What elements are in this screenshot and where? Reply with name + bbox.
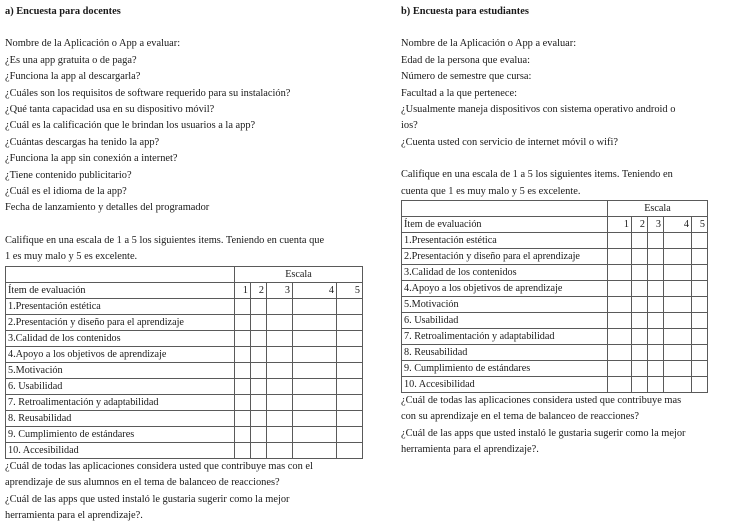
rating-cell[interactable]: [692, 249, 708, 265]
rating-cell[interactable]: [632, 313, 648, 329]
rating-cell[interactable]: [235, 298, 251, 314]
item-label: 2.Presentación y diseño para el aprendizaje: [402, 249, 608, 265]
rating-cell[interactable]: [632, 377, 648, 393]
text-line: Edad de la persona que evalua:: [401, 54, 530, 66]
rating-cell[interactable]: [337, 298, 363, 314]
estudiantes-heading: b) Encuesta para estudiantes: [401, 6, 529, 17]
rating-cell[interactable]: [235, 378, 251, 394]
rating-cell[interactable]: [251, 426, 267, 442]
rating-cell[interactable]: [692, 313, 708, 329]
docentes-rating-table: [5, 266, 363, 459]
item-label: 4.Apoyo a los objetivos de aprendizaje: [402, 281, 608, 297]
table-row: [6, 394, 363, 410]
scale-header: Escala: [235, 266, 363, 282]
table-row: [6, 346, 363, 362]
rating-cell[interactable]: [648, 361, 664, 377]
text-line: Número de semestre que cursa:: [401, 71, 532, 83]
rating-cell[interactable]: [692, 377, 708, 393]
text-line: ios?: [401, 120, 418, 132]
rating-cell[interactable]: [664, 345, 692, 361]
rating-cell[interactable]: [267, 426, 293, 442]
rating-cell[interactable]: [648, 233, 664, 249]
rating-cell[interactable]: [293, 346, 337, 362]
table-row: [6, 378, 363, 394]
table-row: [402, 329, 708, 345]
rating-cell[interactable]: [293, 314, 337, 330]
rating-cell[interactable]: [293, 394, 337, 410]
rating-cell[interactable]: [293, 426, 337, 442]
rating-cell[interactable]: [251, 442, 267, 458]
table-row: [402, 361, 708, 377]
item-header: Ítem de evaluación: [6, 282, 235, 298]
item-label: 5.Motivación: [6, 362, 235, 378]
table-row: [402, 297, 708, 313]
text-line: ¿Cuál es la calificación que le brindan los usuarios a la app?: [5, 120, 256, 132]
text-line: Fecha de lanzamiento y detalles del programador: [5, 202, 210, 214]
item-label: 8. Reusabilidad: [6, 410, 235, 426]
table-row: [402, 313, 708, 329]
rating-cell[interactable]: [608, 377, 632, 393]
rating-cell[interactable]: [235, 426, 251, 442]
rating-cell[interactable]: [337, 314, 363, 330]
rating-cell[interactable]: [267, 330, 293, 346]
rating-cell[interactable]: [337, 330, 363, 346]
rating-cell[interactable]: [293, 330, 337, 346]
text-line: ¿Tiene contenido publicitario?: [5, 169, 132, 181]
text-line: ¿Funciona la app al descargarla?: [5, 71, 141, 83]
rating-cell[interactable]: [692, 233, 708, 249]
rating-cell[interactable]: [664, 233, 692, 249]
rating-cell[interactable]: [692, 265, 708, 281]
text-line: herramienta para el aprendizaje?.: [5, 509, 143, 521]
table-row: [6, 298, 363, 314]
rating-cell[interactable]: [648, 377, 664, 393]
text-line: ¿Qué tanta capacidad usa en su dispositivo móvil?: [5, 104, 215, 116]
rating-cell[interactable]: [267, 346, 293, 362]
text-line: herramienta para el aprendizaje?.: [401, 444, 539, 456]
rating-cell[interactable]: [632, 265, 648, 281]
rating-cell[interactable]: [235, 410, 251, 426]
rating-cell[interactable]: [337, 362, 363, 378]
rating-cell[interactable]: [251, 330, 267, 346]
scale-value: 3: [267, 282, 293, 298]
rating-cell[interactable]: [251, 362, 267, 378]
item-label: 4.Apoyo a los objetivos de aprendizaje: [6, 346, 235, 362]
scale-header: Escala: [608, 201, 708, 217]
rating-cell[interactable]: [267, 410, 293, 426]
rating-cell[interactable]: [648, 249, 664, 265]
scale-value: 3: [648, 217, 664, 233]
table-row: [402, 233, 708, 249]
rating-cell[interactable]: [664, 329, 692, 345]
scale-value: 5: [692, 217, 708, 233]
item-label: 10. Accesibilidad: [6, 442, 235, 458]
rating-cell[interactable]: [664, 265, 692, 281]
estudiantes-survey: [401, 4, 731, 459]
scale-value: 4: [293, 282, 337, 298]
rating-cell[interactable]: [692, 329, 708, 345]
table-row: [6, 314, 363, 330]
rating-cell[interactable]: [337, 394, 363, 410]
item-label: 6. Usabilidad: [6, 378, 235, 394]
item-label: 1.Presentación estética: [6, 298, 235, 314]
rating-cell[interactable]: [648, 345, 664, 361]
item-label: 6. Usabilidad: [402, 313, 608, 329]
rating-cell[interactable]: [608, 281, 632, 297]
item-label: 10. Accesibilidad: [402, 377, 608, 393]
text-line: Facultad a la que pertenece:: [401, 87, 517, 99]
rating-cell[interactable]: [235, 362, 251, 378]
rating-cell[interactable]: [608, 233, 632, 249]
table-header-blank: [402, 201, 608, 217]
scale-value: 2: [632, 217, 648, 233]
rating-cell[interactable]: [648, 297, 664, 313]
rating-cell[interactable]: [267, 362, 293, 378]
rating-cell[interactable]: [251, 394, 267, 410]
rating-cell[interactable]: [692, 281, 708, 297]
rating-cell[interactable]: [692, 297, 708, 313]
rating-cell[interactable]: [632, 345, 648, 361]
item-label: 1.Presentación estética: [402, 233, 608, 249]
rating-cell[interactable]: [664, 361, 692, 377]
item-label: 7. Retroalimentación y adaptabilidad: [6, 394, 235, 410]
item-label: 3.Calidad de los contenidos: [402, 265, 608, 281]
table-row: [6, 442, 363, 458]
rating-cell[interactable]: [608, 265, 632, 281]
table-row: [402, 345, 708, 361]
rating-cell[interactable]: [608, 361, 632, 377]
table-row: [402, 281, 708, 297]
rating-cell[interactable]: [632, 329, 648, 345]
rating-cell[interactable]: [235, 346, 251, 362]
text-line: Califique en una escala de 1 a 5 los siguientes items. Teniendo en: [401, 169, 673, 181]
scale-value: 2: [251, 282, 267, 298]
rating-cell[interactable]: [337, 410, 363, 426]
estudiantes-instruction: [401, 167, 731, 200]
rating-cell[interactable]: [251, 298, 267, 314]
rating-cell[interactable]: [648, 313, 664, 329]
rating-cell[interactable]: [664, 313, 692, 329]
table-row: [402, 265, 708, 281]
scale-value: 1: [608, 217, 632, 233]
rating-cell[interactable]: [293, 362, 337, 378]
rating-cell[interactable]: [251, 378, 267, 394]
table-header-blank: [6, 266, 235, 282]
text-line: Califique en una escala de 1 a 5 los siguientes items. Teniendo en cuenta que: [5, 234, 325, 246]
rating-cell[interactable]: [267, 378, 293, 394]
rating-cell[interactable]: [293, 442, 337, 458]
rating-cell[interactable]: [251, 346, 267, 362]
text-line: ¿Cuál es el idioma de la app?: [5, 186, 127, 198]
rating-cell[interactable]: [293, 410, 337, 426]
text-line: 1 es muy malo y 5 es excelente.: [5, 251, 138, 263]
rating-cell[interactable]: [648, 281, 664, 297]
item-label: 8. Reusabilidad: [402, 345, 608, 361]
rating-cell[interactable]: [293, 298, 337, 314]
rating-cell[interactable]: [337, 346, 363, 362]
scale-value: 1: [235, 282, 251, 298]
text-line: ¿Usualmente maneja dispositivos con sistema operativo android o: [401, 104, 676, 116]
rating-cell[interactable]: [337, 442, 363, 458]
text-line: aprendizaje de sus alumnos en el tema de balanceo de reacciones?: [5, 477, 280, 489]
table-row: [6, 362, 363, 378]
rating-cell[interactable]: [632, 361, 648, 377]
text-line: Nombre de la Aplicación o App a evaluar:: [5, 38, 181, 50]
table-row: [6, 410, 363, 426]
item-label: 2.Presentación y diseño para el aprendizaje: [6, 314, 235, 330]
rating-cell[interactable]: [664, 249, 692, 265]
rating-cell[interactable]: [608, 313, 632, 329]
rating-cell[interactable]: [251, 314, 267, 330]
rating-cell[interactable]: [267, 314, 293, 330]
rating-cell[interactable]: [608, 329, 632, 345]
text-line: ¿Es una app gratuita o de paga?: [5, 54, 137, 66]
rating-cell[interactable]: [632, 281, 648, 297]
estudiantes-rating-table: [401, 200, 708, 393]
table-row: [402, 249, 708, 265]
text-line: ¿Cuál de las apps que usted instaló le gustaria sugerir como la mejor: [401, 427, 686, 439]
rating-cell[interactable]: [267, 442, 293, 458]
docentes-heading: a) Encuesta para docentes: [5, 6, 121, 17]
text-line: cuenta que 1 es muy malo y 5 es excelente.: [401, 185, 581, 197]
item-label: 5.Motivación: [402, 297, 608, 313]
docentes-instruction: [5, 233, 367, 266]
rating-cell[interactable]: [267, 394, 293, 410]
rating-cell[interactable]: [648, 329, 664, 345]
table-row: [6, 426, 363, 442]
rating-cell[interactable]: [608, 297, 632, 313]
text-line: ¿Cuántas descargas ha tenido la app?: [5, 136, 160, 148]
docentes-survey: [5, 4, 367, 524]
rating-cell[interactable]: [664, 297, 692, 313]
text-line: con su aprendizaje en el tema de balanceo de reacciones?: [401, 411, 639, 423]
item-label: 3.Calidad de los contenidos: [6, 330, 235, 346]
table-row: [402, 377, 708, 393]
docentes-questions: [5, 36, 367, 216]
rating-cell[interactable]: [235, 330, 251, 346]
rating-cell[interactable]: [692, 361, 708, 377]
rating-cell[interactable]: [251, 410, 267, 426]
scale-value: 4: [664, 217, 692, 233]
rating-cell[interactable]: [337, 378, 363, 394]
rating-cell[interactable]: [692, 345, 708, 361]
item-label: 7. Retroalimentación y adaptabilidad: [402, 329, 608, 345]
rating-cell[interactable]: [337, 426, 363, 442]
item-header: Ítem de evaluación: [402, 217, 608, 233]
text-line: ¿Cuál de todas las aplicaciones considera usted que contribuye mas con el: [5, 460, 313, 472]
rating-cell[interactable]: [664, 377, 692, 393]
rating-cell[interactable]: [235, 442, 251, 458]
scale-value: 5: [337, 282, 363, 298]
text-line: ¿Cuál de las apps que usted instaló le gustaria sugerir como la mejor: [5, 493, 290, 505]
rating-cell[interactable]: [648, 265, 664, 281]
rating-cell[interactable]: [235, 314, 251, 330]
rating-cell[interactable]: [608, 345, 632, 361]
rating-cell[interactable]: [632, 297, 648, 313]
text-line: ¿Cuál de todas las aplicaciones considera usted que contribuye mas: [401, 395, 682, 407]
docentes-closing-questions: [5, 459, 367, 525]
rating-cell[interactable]: [267, 298, 293, 314]
table-row: [6, 330, 363, 346]
rating-cell[interactable]: [664, 281, 692, 297]
estudiantes-questions: [401, 36, 731, 151]
rating-cell[interactable]: [235, 394, 251, 410]
text-line: ¿Cuenta usted con servicio de internet móvil o wifi?: [401, 136, 618, 148]
rating-cell[interactable]: [608, 249, 632, 265]
rating-cell[interactable]: [293, 378, 337, 394]
rating-cell[interactable]: [632, 249, 648, 265]
text-line: Nombre de la Aplicación o App a evaluar:: [401, 38, 577, 50]
text-line: ¿Cuáles son los requisitos de software requerido para su instalación?: [5, 87, 291, 99]
estudiantes-closing-questions: [401, 393, 731, 459]
item-label: 9. Cumplimiento de estándares: [402, 361, 608, 377]
rating-cell[interactable]: [632, 233, 648, 249]
item-label: 9. Cumplimiento de estándares: [6, 426, 235, 442]
text-line: ¿Funciona la app sin conexión a internet?: [5, 153, 178, 165]
